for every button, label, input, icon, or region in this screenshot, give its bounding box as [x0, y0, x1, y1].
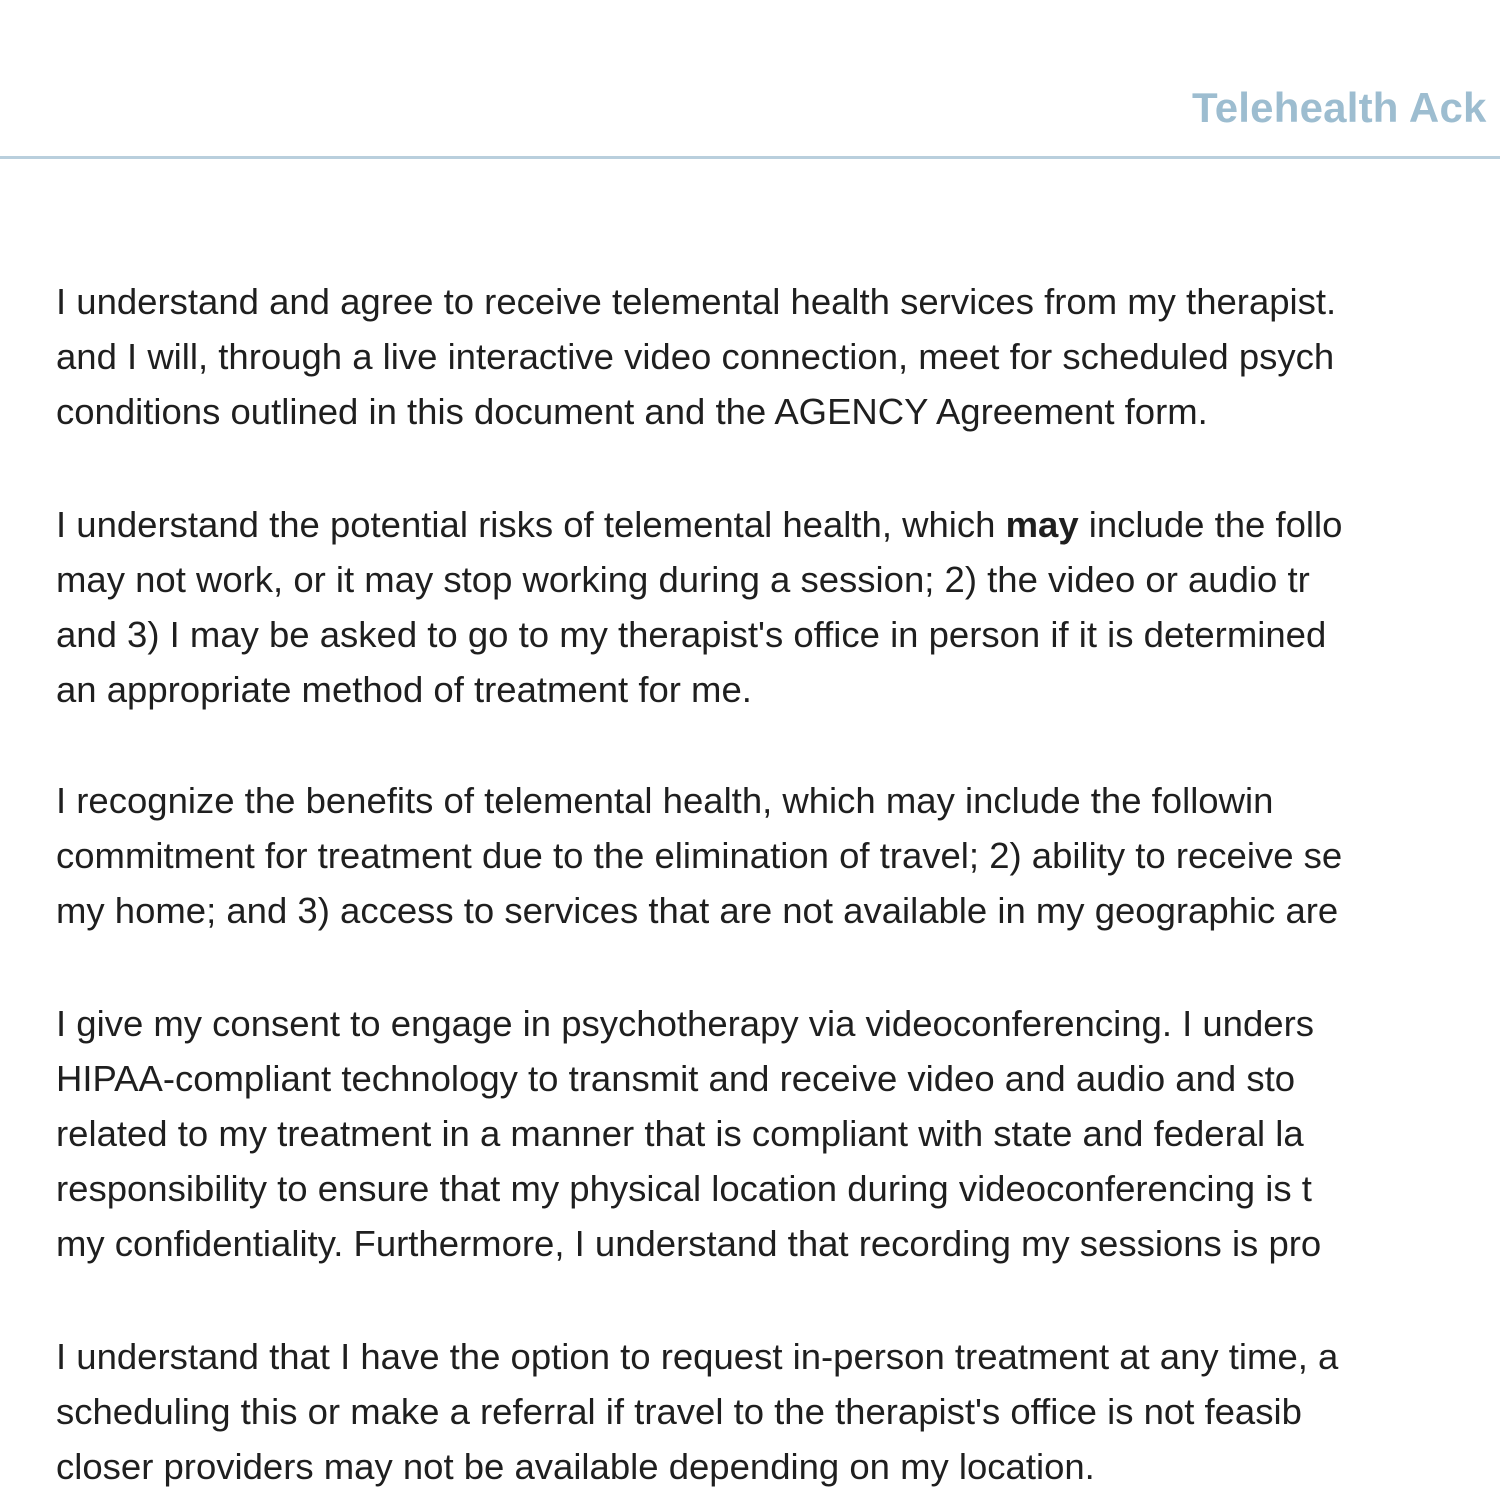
paragraph-line: conditions outlined in this document and the AGENCY Agreement form. — [56, 391, 1208, 432]
paragraph-line: scheduling this or make a referral if travel to the therapist's office is not feasib — [56, 1391, 1302, 1432]
paragraph-in-person-option — [56, 1329, 1338, 1494]
line-text: include the follo — [1078, 504, 1343, 545]
paragraph-line: commitment for treatment due to the elimination of travel; 2) ability to receive se — [56, 835, 1343, 876]
paragraph-line: related to my treatment in a manner that is compliant with state and federal la — [56, 1113, 1304, 1154]
paragraph-videoconferencing-consent — [56, 996, 1321, 1271]
line-text: I understand the potential risks of telemental health, which — [56, 504, 1006, 545]
paragraph-line: and 3) I may be asked to go to my therapist's office in person if it is determined — [56, 614, 1327, 655]
paragraph-line: closer providers may not be available depending on my location. — [56, 1446, 1095, 1487]
paragraph-line: HIPAA-compliant technology to transmit and receive video and audio and sto — [56, 1058, 1296, 1099]
paragraph-line: my home; and 3) access to services that are not available in my geographic are — [56, 890, 1339, 931]
paragraph-line: I understand that I have the option to request in-person treatment at any time, a — [56, 1336, 1339, 1377]
paragraph-line: my confidentiality. Furthermore, I understand that recording my sessions is pro — [56, 1223, 1322, 1264]
paragraph-line: and I will, through a live interactive video connection, meet for scheduled psych — [56, 336, 1335, 377]
paragraph-line — [56, 497, 1342, 552]
paragraph-line: I recognize the benefits of telemental health, which may include the followin — [56, 780, 1274, 821]
paragraph-line: I understand and agree to receive telemental health services from my therapist. — [56, 281, 1337, 322]
paragraph-line: I give my consent to engage in psychotherapy via videoconferencing. I unders — [56, 1003, 1314, 1044]
paragraph-benefits — [56, 773, 1342, 938]
header-divider — [0, 156, 1500, 159]
header-title: Telehealth Ack — [1192, 84, 1487, 131]
emphasis-text: may — [1005, 504, 1079, 545]
paragraph-line: may not work, or it may stop working during a session; 2) the video or audio tr — [56, 559, 1310, 600]
paragraph-line: an appropriate method of treatment for me. — [56, 669, 752, 710]
paragraph-line: responsibility to ensure that my physical location during videoconferencing is t — [56, 1168, 1312, 1209]
paragraph-risks — [56, 497, 1342, 717]
paragraph-consent-agreement — [56, 274, 1336, 439]
